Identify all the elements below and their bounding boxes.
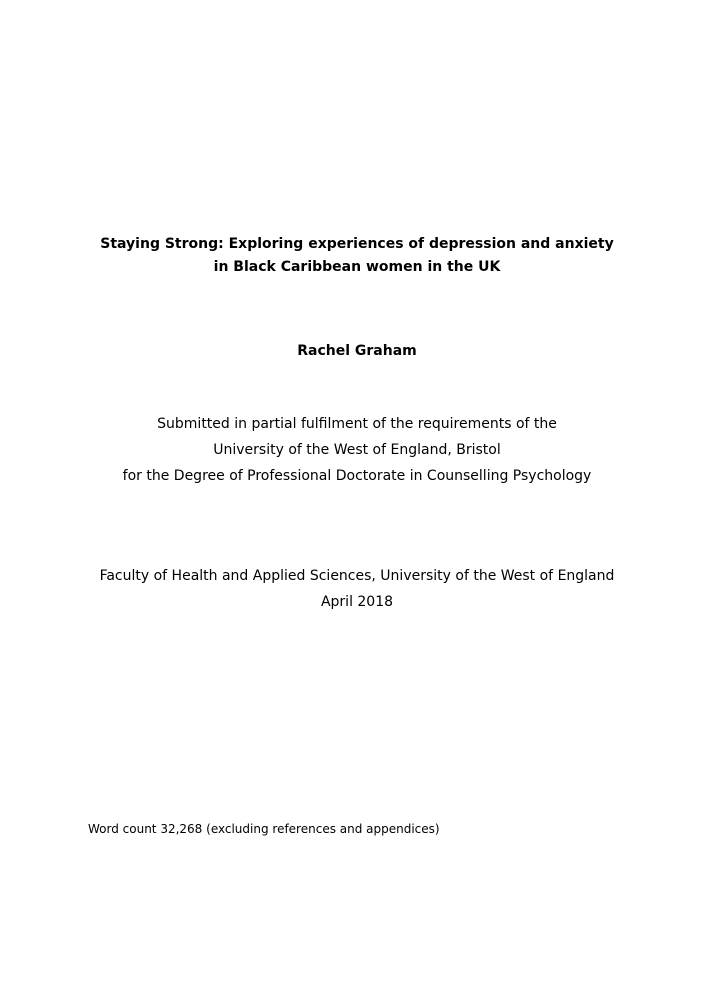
faculty-affiliation: Faculty of Health and Applied Sciences, University of the West of England [99,568,615,584]
submission-date: April 2018 [320,594,394,610]
thesis-title-line-1: Staying Strong: Exploring experiences of depression and anxiety [100,236,614,252]
word-count: Word count 32,268 (excluding references and appendices) [88,822,440,836]
thesis-title-line-2: in Black Caribbean women in the UK [213,259,501,275]
submission-statement-line-3: for the Degree of Professional Doctorate in Counselling Psychology [122,468,592,484]
submission-statement-line-1: Submitted in partial fulfilment of the requirements of the [157,416,557,432]
author-name: Rachel Graham [297,343,417,359]
submission-statement-line-2: University of the West of England, Bristol [213,442,501,458]
